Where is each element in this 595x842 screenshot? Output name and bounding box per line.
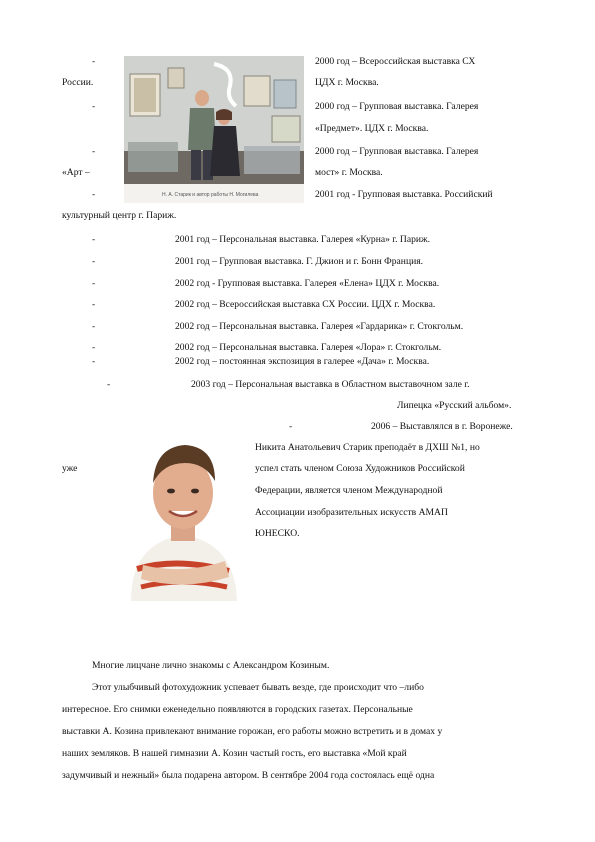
paragraph-line: интересное. Его снимки еженедельно появляются в городских газетах. Персональные bbox=[62, 704, 413, 715]
photo-caption: Н. А. Старик и автор работы Н. Могилева bbox=[162, 192, 259, 198]
bullet-text: 2002 год – постоянная экспозиция в галерее «Дача» г. Москва. bbox=[175, 356, 430, 367]
bullet-dash: - bbox=[92, 342, 96, 353]
bullet-text: 2000 год – Групповая выставка. Галерея bbox=[315, 146, 479, 157]
bullet-text: 2001 год - Групповая выставка. Российский bbox=[315, 189, 493, 200]
bullet-lead: России. bbox=[62, 77, 94, 88]
bullet-dash: - bbox=[92, 146, 96, 157]
bullet-dash: - bbox=[92, 234, 96, 245]
bullet-text: Липецка «Русский альбом». bbox=[397, 400, 512, 411]
paragraph-line: Этот улыбчивый фотохудожник успевает бывать везде, где происходит что –либо bbox=[92, 682, 424, 693]
bullet-text: ЦДХ г. Москва. bbox=[315, 77, 379, 88]
bullet-dash: - bbox=[289, 421, 293, 432]
bio-text: Ассоциации изобразительных искусств АМАП bbox=[255, 507, 448, 518]
paragraph-line: выставки А. Козина привлекают внимание горожан, его работы можно встретить и в домах у bbox=[62, 726, 443, 737]
bullet-dash: - bbox=[92, 299, 96, 310]
bio-text: Никита Анатольевич Старик преподаёт в ДХШ №1, но bbox=[255, 442, 480, 453]
bullet-dash: - bbox=[92, 278, 96, 289]
portrait-photo bbox=[123, 437, 244, 601]
gallery-photo bbox=[124, 56, 304, 203]
bullet-text: 2002 год – Персональная выставка. Галерея «Лора» г. Стокгольм. bbox=[175, 342, 442, 353]
portrait-photo-image bbox=[123, 437, 244, 601]
bullet-dash: - bbox=[92, 56, 96, 67]
bullet-text: 2000 год – Всероссийская выставка СХ bbox=[315, 56, 476, 67]
bullet-text: 2002 год – Всероссийская выставка СХ России. ЦДХ г. Москва. bbox=[175, 299, 436, 310]
paragraph-line: Многие лицчане лично знакомы с Александром Козиным. bbox=[92, 660, 330, 671]
bio-text: Федерации, является членом Международной bbox=[255, 485, 443, 496]
bullet-dash: - bbox=[92, 356, 96, 367]
bio-text: успел стать членом Союза Художников Российской bbox=[255, 463, 465, 474]
bullet-dash: - bbox=[92, 189, 96, 200]
bullet-text: 2001 год – Персональная выставка. Галерея «Курна» г. Париж. bbox=[175, 234, 431, 245]
paragraph-line: наших земляков. В нашей гимназии А. Козин частый гость, его выставка «Мой край bbox=[62, 748, 407, 759]
bullet-text: 2000 год – Групповая выставка. Галерея bbox=[315, 101, 479, 112]
bio-text: ЮНЕСКО. bbox=[255, 528, 300, 539]
bullet-text: 2006 – Выставлялся в г. Воронеже. bbox=[371, 421, 513, 432]
bio-lead: уже bbox=[62, 463, 78, 474]
bullet-dash: - bbox=[92, 321, 96, 332]
bullet-text: «Предмет». ЦДХ г. Москва. bbox=[315, 123, 429, 134]
bullet-text: культурный центр г. Париж. bbox=[62, 210, 177, 221]
bullet-dash: - bbox=[92, 101, 96, 112]
bullet-text: 2002 год - Групповая выставка. Галерея «Елена» ЦДХ г. Москва. bbox=[175, 278, 440, 289]
bullet-dash: - bbox=[92, 256, 96, 267]
bullet-text: 2001 год – Групповая выставка. Г. Джион и г. Бонн Франция. bbox=[175, 256, 424, 267]
bullet-text: 2003 год – Персональная выставка в Областном выставочном зале г. bbox=[191, 379, 470, 390]
gallery-photo-image bbox=[124, 56, 304, 203]
bullet-lead: «Арт – bbox=[62, 167, 90, 178]
bullet-dash: - bbox=[107, 379, 111, 390]
bullet-text: мост» г. Москва. bbox=[315, 167, 383, 178]
paragraph-line: задумчивый и нежный» была подарена автором. В сентябре 2004 года состоялась ещё одна bbox=[62, 770, 435, 781]
bullet-text: 2002 год – Персональная выставка. Галерея «Гардарика» г. Стокгольм. bbox=[175, 321, 464, 332]
